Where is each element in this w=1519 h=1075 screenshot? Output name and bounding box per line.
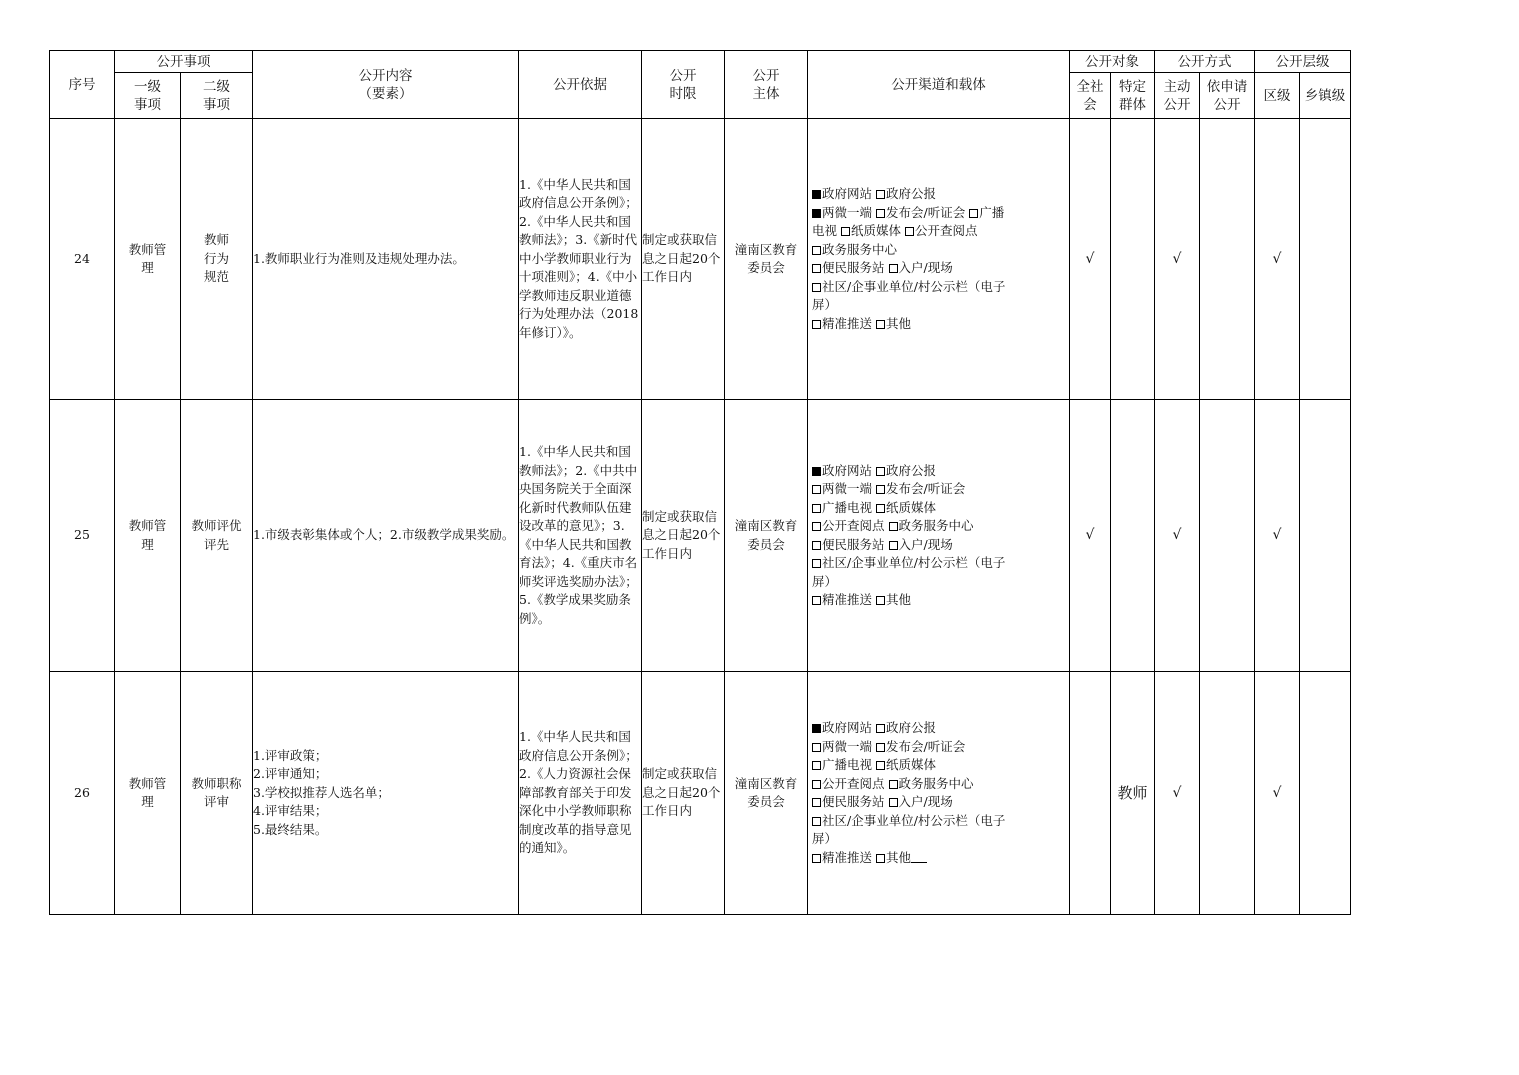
unchecked-box-icon [812,761,821,770]
row-content: 1.评审政策； 2.评审通知； 3.学校拟推荐人选名单； 4.评审结果； 5.最终结果。 [253,672,519,915]
row-seq: 26 [50,672,115,915]
row-time: 制定或获取信息之日起20个工作日内 [642,400,725,672]
header-channel: 公开渠道和载体 [808,51,1070,119]
row-town [1300,400,1351,672]
channel-line [812,756,1069,775]
channel-line [812,259,1069,278]
channel-line [812,315,1069,334]
channel-option-label: 公开查阅点 [822,518,885,533]
unchecked-box-icon [812,522,821,531]
channel-line [812,296,1069,315]
channel-option-label: 纸质媒体 [851,223,902,238]
channel-option-label: 发布会/听证会 [886,204,966,220]
channel-option-label: 屏） [812,297,838,312]
channel-option-label: 公开查阅点 [915,223,978,238]
table-row [50,672,1351,915]
unchecked-box-icon [889,780,898,789]
row-on-request [1200,400,1255,672]
channel-option-label: 发布会/听证会 [886,481,966,496]
row-on-request [1200,119,1255,400]
unchecked-box-icon [889,541,898,550]
row-channel [808,672,1070,915]
unchecked-box-icon [812,817,821,826]
checked-box-icon [812,190,821,199]
channel-option-label: 两微一端 [822,204,873,220]
unchecked-box-icon [876,504,885,513]
channel-option-label: 政府网站 [822,186,873,201]
unchecked-box-icon [889,798,898,807]
row-content: 1.教师职业行为准则及违规处理办法。 [253,119,519,400]
header-on-request: 依申请 公开 [1200,73,1255,119]
channel-option-label: 其他 [886,849,912,865]
row-specific-group: 教师 [1111,672,1155,915]
row-active: √ [1155,672,1200,915]
channel-option-label: 便民服务站 [822,260,885,275]
unchecked-box-icon [812,780,821,789]
unchecked-box-icon [812,854,821,863]
row-seq: 24 [50,119,115,400]
unchecked-box-icon [876,743,885,752]
channel-line [812,775,1069,794]
channel-line [812,573,1069,592]
row-all-society: √ [1070,119,1111,400]
unchecked-box-icon [812,485,821,494]
header-subject: 公开 主体 [725,51,808,119]
row-level2: 教师职称 评审 [181,672,253,915]
table-row [50,400,1351,672]
channel-option-label: 政府公报 [886,720,937,735]
row-content: 1.市级表彰集体或个人；2.市级教学成果奖励。 [253,400,519,672]
channel-option-label: 广播电视 [822,499,873,515]
channel-option-label: 纸质媒体 [886,757,937,772]
unchecked-box-icon [812,596,821,605]
unchecked-box-icon [876,854,885,863]
unchecked-box-icon [876,724,885,733]
channel-option-label: 精准推送 [822,592,873,607]
channel-option-label: 政务服务中心 [898,775,974,791]
row-basis: 1.《中华人民共和国教师法》；2.《中共中央国务院关于全面深化新时代教师队伍建设改革的意见》；3.《中华人民共和国教育法》；4.《重庆市名师奖评选奖励办法》；5.《教学成果奖励条例》。 [519,400,642,672]
row-active: √ [1155,119,1200,400]
channel-option-label: 政府网站 [822,462,873,478]
channel-option-label: 电视 [812,223,838,238]
row-basis: 1.《中华人民共和国政府信息公开条例》；2.《中华人民共和国教师法》；3.《新时代中小学教师职业行为十项准则》；4.《中小学教师违反职业道德行为处理办法（2018年修订）》。 [519,119,642,400]
channel-option-label: 政务服务中心 [822,241,898,257]
channel-option-label: 便民服务站 [822,794,885,809]
row-time: 制定或获取信息之日起20个工作日内 [642,119,725,400]
row-level2: 教师 行为 规范 [181,119,253,400]
row-district: √ [1255,672,1300,915]
channel-option-label: 政府公报 [886,462,937,478]
channel-line [812,204,1069,223]
row-active: √ [1155,400,1200,672]
channel-line [812,278,1069,297]
table-row [50,119,1351,400]
row-time: 制定或获取信息之日起20个工作日内 [642,672,725,915]
row-all-society [1070,672,1111,915]
unchecked-box-icon [876,485,885,494]
channel-line [812,591,1069,610]
row-channel [808,119,1070,400]
row-subject: 潼南区教育 委员会 [725,400,808,672]
checked-box-icon [812,209,821,218]
row-town [1300,119,1351,400]
channel-option-label: 社区/企事业单位/村公示栏（电子 [822,812,1006,828]
header-level2: 二级 事项 [181,73,253,119]
checked-box-icon [812,467,821,476]
row-basis: 1.《中华人民共和国政府信息公开条例》； 2.《人力资源社会保障部教育部关于印发深化中小学教师职称制度改革的指导意见的通知》。 [519,672,642,915]
channel-line [812,241,1069,260]
channel-option-label: 精准推送 [822,315,873,331]
channel-option-label: 屏） [812,573,838,589]
row-level1: 教师管 理 [115,119,181,400]
unchecked-box-icon [812,504,821,513]
unchecked-box-icon [812,743,821,752]
header-tier: 公开层级 [1255,51,1351,73]
channel-line [812,517,1069,536]
channel-line [812,499,1069,518]
header-target: 公开对象 [1070,51,1155,73]
channel-option-label: 入户/现场 [898,536,953,552]
header-specific-group: 特定 群体 [1111,73,1155,119]
row-seq: 25 [50,400,115,672]
header-town: 乡镇级 [1300,73,1351,119]
channel-option-label: 入户/现场 [898,260,953,275]
channel-option-label: 两微一端 [822,738,873,754]
channel-line [812,480,1069,499]
unchecked-box-icon [812,246,821,255]
row-town [1300,672,1351,915]
unchecked-box-icon [812,264,821,273]
header-basis: 公开依据 [519,51,642,119]
row-all-society: √ [1070,400,1111,672]
header-district: 区级 [1255,73,1300,119]
row-specific-group [1111,400,1155,672]
fill-blank-line [911,850,927,863]
unchecked-box-icon [812,283,821,292]
channel-option-label: 公开查阅点 [822,775,885,791]
channel-option-label: 政务服务中心 [898,518,974,533]
unchecked-box-icon [841,227,850,236]
channel-line [812,222,1069,241]
channel-option-label: 广播 [979,204,1005,220]
channel-option-label: 发布会/听证会 [886,738,966,754]
disclosure-table [49,50,1351,915]
header-active: 主动 公开 [1155,73,1200,119]
row-channel [808,400,1070,672]
channel-line [812,849,1069,868]
row-district: √ [1255,119,1300,400]
unchecked-box-icon [889,264,898,273]
unchecked-box-icon [876,467,885,476]
channel-option-label: 社区/企事业单位/村公示栏（电子 [822,555,1006,570]
channel-line [812,185,1069,204]
channel-option-label: 精准推送 [822,849,873,865]
header-matter: 公开事项 [115,51,253,73]
row-subject: 潼南区教育 委员会 [725,119,808,400]
unchecked-box-icon [876,596,885,605]
unchecked-box-icon [969,209,978,218]
channel-line [812,830,1069,849]
channel-line [812,812,1069,831]
channel-line [812,738,1069,757]
channel-option-label: 广播电视 [822,757,873,772]
channel-option-label: 其他 [886,592,912,607]
channel-option-label: 其他 [886,315,912,331]
unchecked-box-icon [812,541,821,550]
header-seq: 序号 [50,51,115,119]
checked-box-icon [812,724,821,733]
header-level1: 一级 事项 [115,73,181,119]
header-time: 公开 时限 [642,51,725,119]
channel-option-label: 便民服务站 [822,536,885,552]
row-level1: 教师管 理 [115,672,181,915]
channel-option-label: 政府网站 [822,720,873,735]
channel-option-label: 屏） [812,831,838,846]
channel-line [812,536,1069,555]
unchecked-box-icon [812,559,821,568]
row-level2: 教师评优 评先 [181,400,253,672]
unchecked-box-icon [876,190,885,199]
row-specific-group [1111,119,1155,400]
channel-option-label: 入户/现场 [898,794,953,809]
channel-option-label: 政府公报 [886,186,937,201]
row-subject: 潼南区教育 委员会 [725,672,808,915]
row-on-request [1200,672,1255,915]
channel-line [812,462,1069,481]
header-method: 公开方式 [1155,51,1255,73]
channel-option-label: 纸质媒体 [886,499,937,515]
row-district: √ [1255,400,1300,672]
unchecked-box-icon [812,320,821,329]
header-content: 公开内容 （要素） [253,51,519,119]
channel-line [812,719,1069,738]
unchecked-box-icon [905,227,914,236]
channel-option-label: 社区/企事业单位/村公示栏（电子 [822,278,1006,294]
header-all-society: 全社 会 [1070,73,1111,119]
unchecked-box-icon [812,798,821,807]
channel-option-label: 两微一端 [822,481,873,496]
unchecked-box-icon [876,209,885,218]
channel-line [812,793,1069,812]
row-level1: 教师管 理 [115,400,181,672]
channel-line [812,554,1069,573]
unchecked-box-icon [889,522,898,531]
unchecked-box-icon [876,761,885,770]
unchecked-box-icon [876,320,885,329]
